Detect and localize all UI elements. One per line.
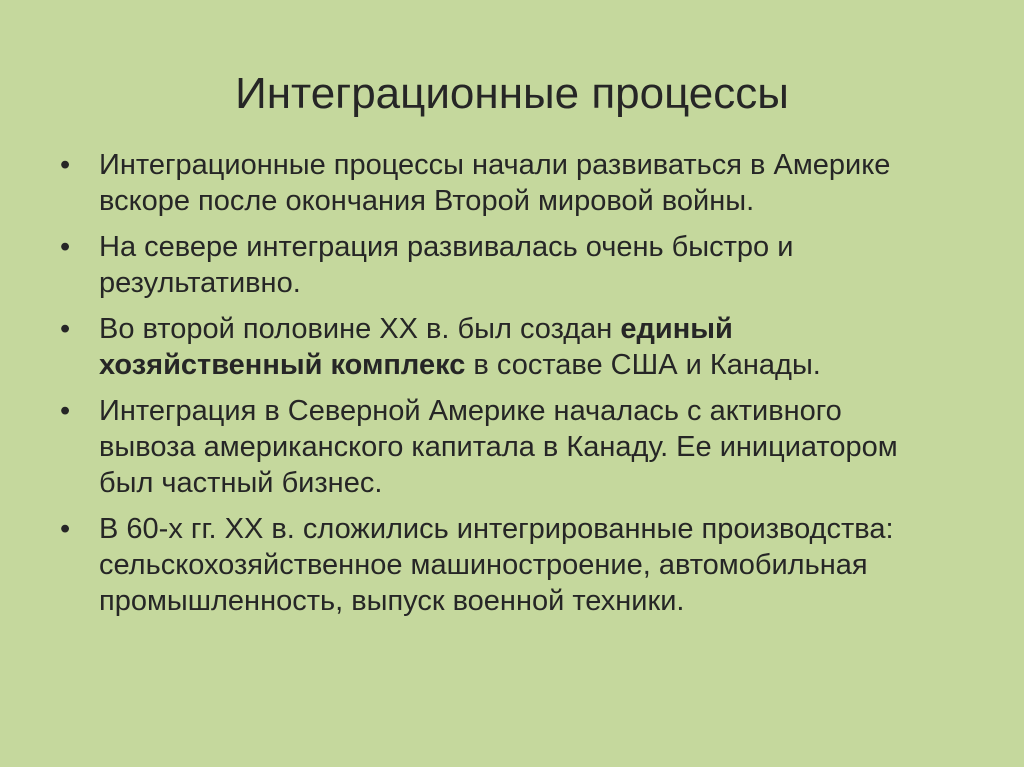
bullet-marker-icon: • — [60, 513, 71, 545]
slide-title: Интеграционные процессы — [235, 69, 789, 118]
bullet-marker-icon: • — [60, 149, 71, 181]
bullet-item-5 — [60, 511, 920, 619]
bullet-text-after: в составе США и Канады. — [465, 349, 821, 381]
bullet-text: Интеграция в Северной Америке началась с активного вывоза американского капитала в Канаду. Ее инициатором был частный бизнес. — [99, 395, 898, 499]
bullet-text: Интеграционные процессы начали развиваться в Америке вскоре после окончания Второй мировой войны. — [99, 149, 891, 217]
bullet-item-1 — [60, 147, 920, 219]
bullet-list — [60, 147, 920, 629]
bullet-text-bold: единый хозяйственный комплекс — [99, 313, 733, 381]
bullet-item-3 — [60, 311, 920, 383]
bullet-marker-icon: • — [60, 313, 71, 345]
bullet-marker-icon: • — [60, 395, 71, 427]
bullet-item-4 — [60, 393, 920, 501]
bullet-marker-icon: • — [60, 231, 71, 263]
bullet-text-before: Во второй половине XX в. был создан — [99, 313, 621, 345]
bullet-text: На севере интеграция развивалась очень быстро и результативно. — [99, 231, 794, 299]
bullet-item-2 — [60, 229, 920, 301]
bullet-text: В 60-х гг. XX в. сложились интегрированные производства: сельскохозяйственное машиностроение, автомобильная промышленность, выпуск военной техники. — [99, 513, 894, 617]
